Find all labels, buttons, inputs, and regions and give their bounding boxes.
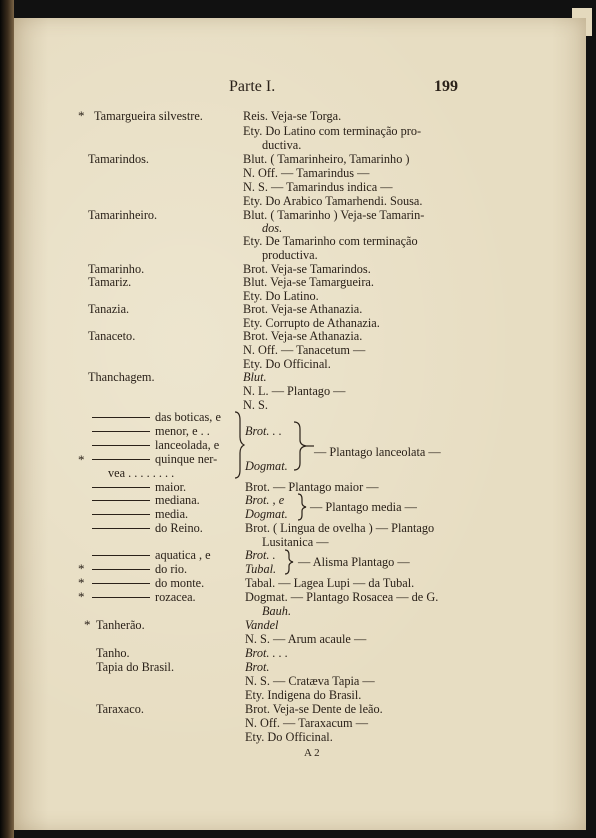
sub-term: menor, e . . bbox=[155, 424, 210, 438]
entry-line: Brot. — Plantago maior — bbox=[245, 480, 379, 494]
entry-line: Ety. Corrupto de Athanazia. bbox=[243, 316, 380, 330]
sub-term: do monte. bbox=[155, 576, 205, 590]
source-label: Brot. . bbox=[245, 548, 276, 562]
entry-line: Ety. Do Arabico Tamarhendi. Sousa. bbox=[243, 194, 423, 208]
brace-icon bbox=[233, 410, 245, 480]
entry-line: Blut. ( Tamarinho ) Veja-se Tamarin- bbox=[243, 208, 425, 222]
sub-term: mediana. bbox=[155, 493, 200, 507]
asterisk-mark: * bbox=[78, 575, 85, 590]
source-label: Tubal. bbox=[245, 562, 277, 576]
entry-term: Tapia do Brasil. bbox=[96, 660, 175, 674]
sub-term: das boticas, e bbox=[155, 410, 221, 424]
brace-icon bbox=[283, 548, 297, 576]
entry-line: Brot. Veja-se Athanazia. bbox=[243, 329, 363, 343]
entry-line: Ety. Do Officinal. bbox=[245, 730, 333, 744]
entry-term: Tamargueira silvestre. bbox=[94, 109, 203, 123]
entry-line: Brot. bbox=[245, 660, 270, 674]
ditto-rule bbox=[92, 583, 150, 584]
entry-line: Brot. Veja-se Athanazia. bbox=[243, 302, 363, 316]
entry-term: Tamariz. bbox=[88, 275, 132, 289]
source-label: Dogmat. bbox=[245, 507, 288, 521]
ditto-rule bbox=[92, 445, 150, 446]
entry-line: dos. bbox=[262, 221, 283, 235]
entry-line: Ety. Do Latino com terminação pro- bbox=[243, 124, 422, 138]
entry-line: Blut. bbox=[243, 370, 267, 384]
sub-term: quinque ner- bbox=[155, 452, 218, 466]
ditto-rule bbox=[92, 597, 150, 598]
entry-line: Reis. Veja-se Torga. bbox=[243, 109, 342, 123]
entry-term: Tanazia. bbox=[88, 302, 130, 316]
entry-line: Bauh. bbox=[262, 604, 292, 618]
asterisk-mark: * bbox=[78, 561, 85, 576]
sub-term: maior. bbox=[155, 480, 187, 494]
entry-line: Ety. Indigena do Brasil. bbox=[245, 688, 362, 702]
ditto-rule bbox=[92, 417, 150, 418]
sub-term: vea . . . . . . . . bbox=[108, 466, 175, 480]
entry-line: productiva. bbox=[262, 248, 318, 262]
asterisk-mark: * bbox=[78, 452, 85, 467]
source-label: Brot. , e bbox=[245, 493, 285, 507]
page-number: 199 bbox=[434, 78, 458, 95]
source-label: Dogmat. bbox=[245, 459, 288, 473]
sub-term: rozacea. bbox=[155, 590, 196, 604]
sub-term: aquatica , e bbox=[155, 548, 211, 562]
entry-line: Ety. De Tamarinho com terminação bbox=[243, 234, 418, 248]
ditto-rule bbox=[92, 459, 150, 460]
ditto-rule bbox=[92, 431, 150, 432]
book-spine bbox=[0, 0, 14, 838]
entry-line: N. S. — Cratæva Tapia — bbox=[245, 674, 375, 688]
entry-term: Tamarinho. bbox=[88, 262, 145, 276]
sub-term: do Reino. bbox=[155, 521, 203, 535]
entry-line: Blut. ( Tamarinheiro, Tamarinho ) bbox=[243, 152, 410, 166]
entry-line: Brot. Veja-se Dente de leão. bbox=[245, 702, 383, 716]
entry-line: N. Off. — Tamarindus — bbox=[243, 166, 370, 180]
entry-line: ductiva. bbox=[262, 138, 302, 152]
asterisk-mark: * bbox=[78, 108, 85, 123]
ditto-rule bbox=[92, 528, 150, 529]
sub-term: do rio. bbox=[155, 562, 188, 576]
entry-line: Ety. Do Latino. bbox=[243, 289, 319, 303]
entry-line: N. S. bbox=[243, 398, 268, 412]
entry-line: N. Off. — Taraxacum — bbox=[245, 716, 368, 730]
entry-term: Tamarindos. bbox=[88, 152, 149, 166]
entry-line: Dogmat. — Plantago Rosacea — de G. bbox=[245, 590, 439, 604]
entry-line: Brot. ( Lingua de ovelha ) — Plantago bbox=[245, 521, 435, 535]
asterisk-mark: * bbox=[84, 617, 91, 632]
entry-line: Blut. Veja-se Tamargueira. bbox=[243, 275, 374, 289]
page-header-title: Parte I. bbox=[229, 78, 276, 95]
entry-line: N. Off. — Tanacetum — bbox=[243, 343, 366, 357]
entry-line: N. L. — Plantago — bbox=[243, 384, 346, 398]
entry-line: N. S. — Arum acaule — bbox=[245, 632, 367, 646]
entry-line: Tabal. — Lagea Lupi — da Tubal. bbox=[245, 576, 415, 590]
entry-line: Ety. Do Officinal. bbox=[243, 357, 331, 371]
ditto-rule bbox=[92, 514, 150, 515]
sub-term: lanceolada, e bbox=[155, 438, 220, 452]
entry-line: Vandel bbox=[245, 618, 279, 632]
brace-icon bbox=[292, 420, 314, 472]
ditto-rule bbox=[92, 500, 150, 501]
entry-line: N. S. — Tamarindus indica — bbox=[243, 180, 393, 194]
signature-mark: A 2 bbox=[304, 747, 320, 759]
sub-term: media. bbox=[155, 507, 189, 521]
entry-line: Brot. Veja-se Tamarindos. bbox=[243, 262, 371, 276]
species-name: — Plantago lanceolata — bbox=[314, 445, 441, 459]
ditto-rule bbox=[92, 555, 150, 556]
ditto-rule bbox=[92, 569, 150, 570]
entry-term: Tamarinheiro. bbox=[88, 208, 158, 222]
brace-icon bbox=[296, 492, 310, 522]
species-name: — Plantago media — bbox=[310, 500, 417, 514]
entry-term: Tanherão. bbox=[96, 618, 145, 632]
entry-term: Tanho. bbox=[96, 646, 130, 660]
asterisk-mark: * bbox=[78, 589, 85, 604]
source-label: Brot. . . bbox=[245, 424, 282, 438]
entry-line: Brot. . . . bbox=[245, 646, 288, 660]
entry-line: Lusitanica — bbox=[262, 535, 329, 549]
entry-term: Thanchagem. bbox=[88, 370, 155, 384]
entry-term: Taraxaco. bbox=[96, 702, 144, 716]
ditto-rule bbox=[92, 487, 150, 488]
entry-term: Tanaceto. bbox=[88, 329, 136, 343]
species-name: — Alisma Plantago — bbox=[298, 555, 410, 569]
